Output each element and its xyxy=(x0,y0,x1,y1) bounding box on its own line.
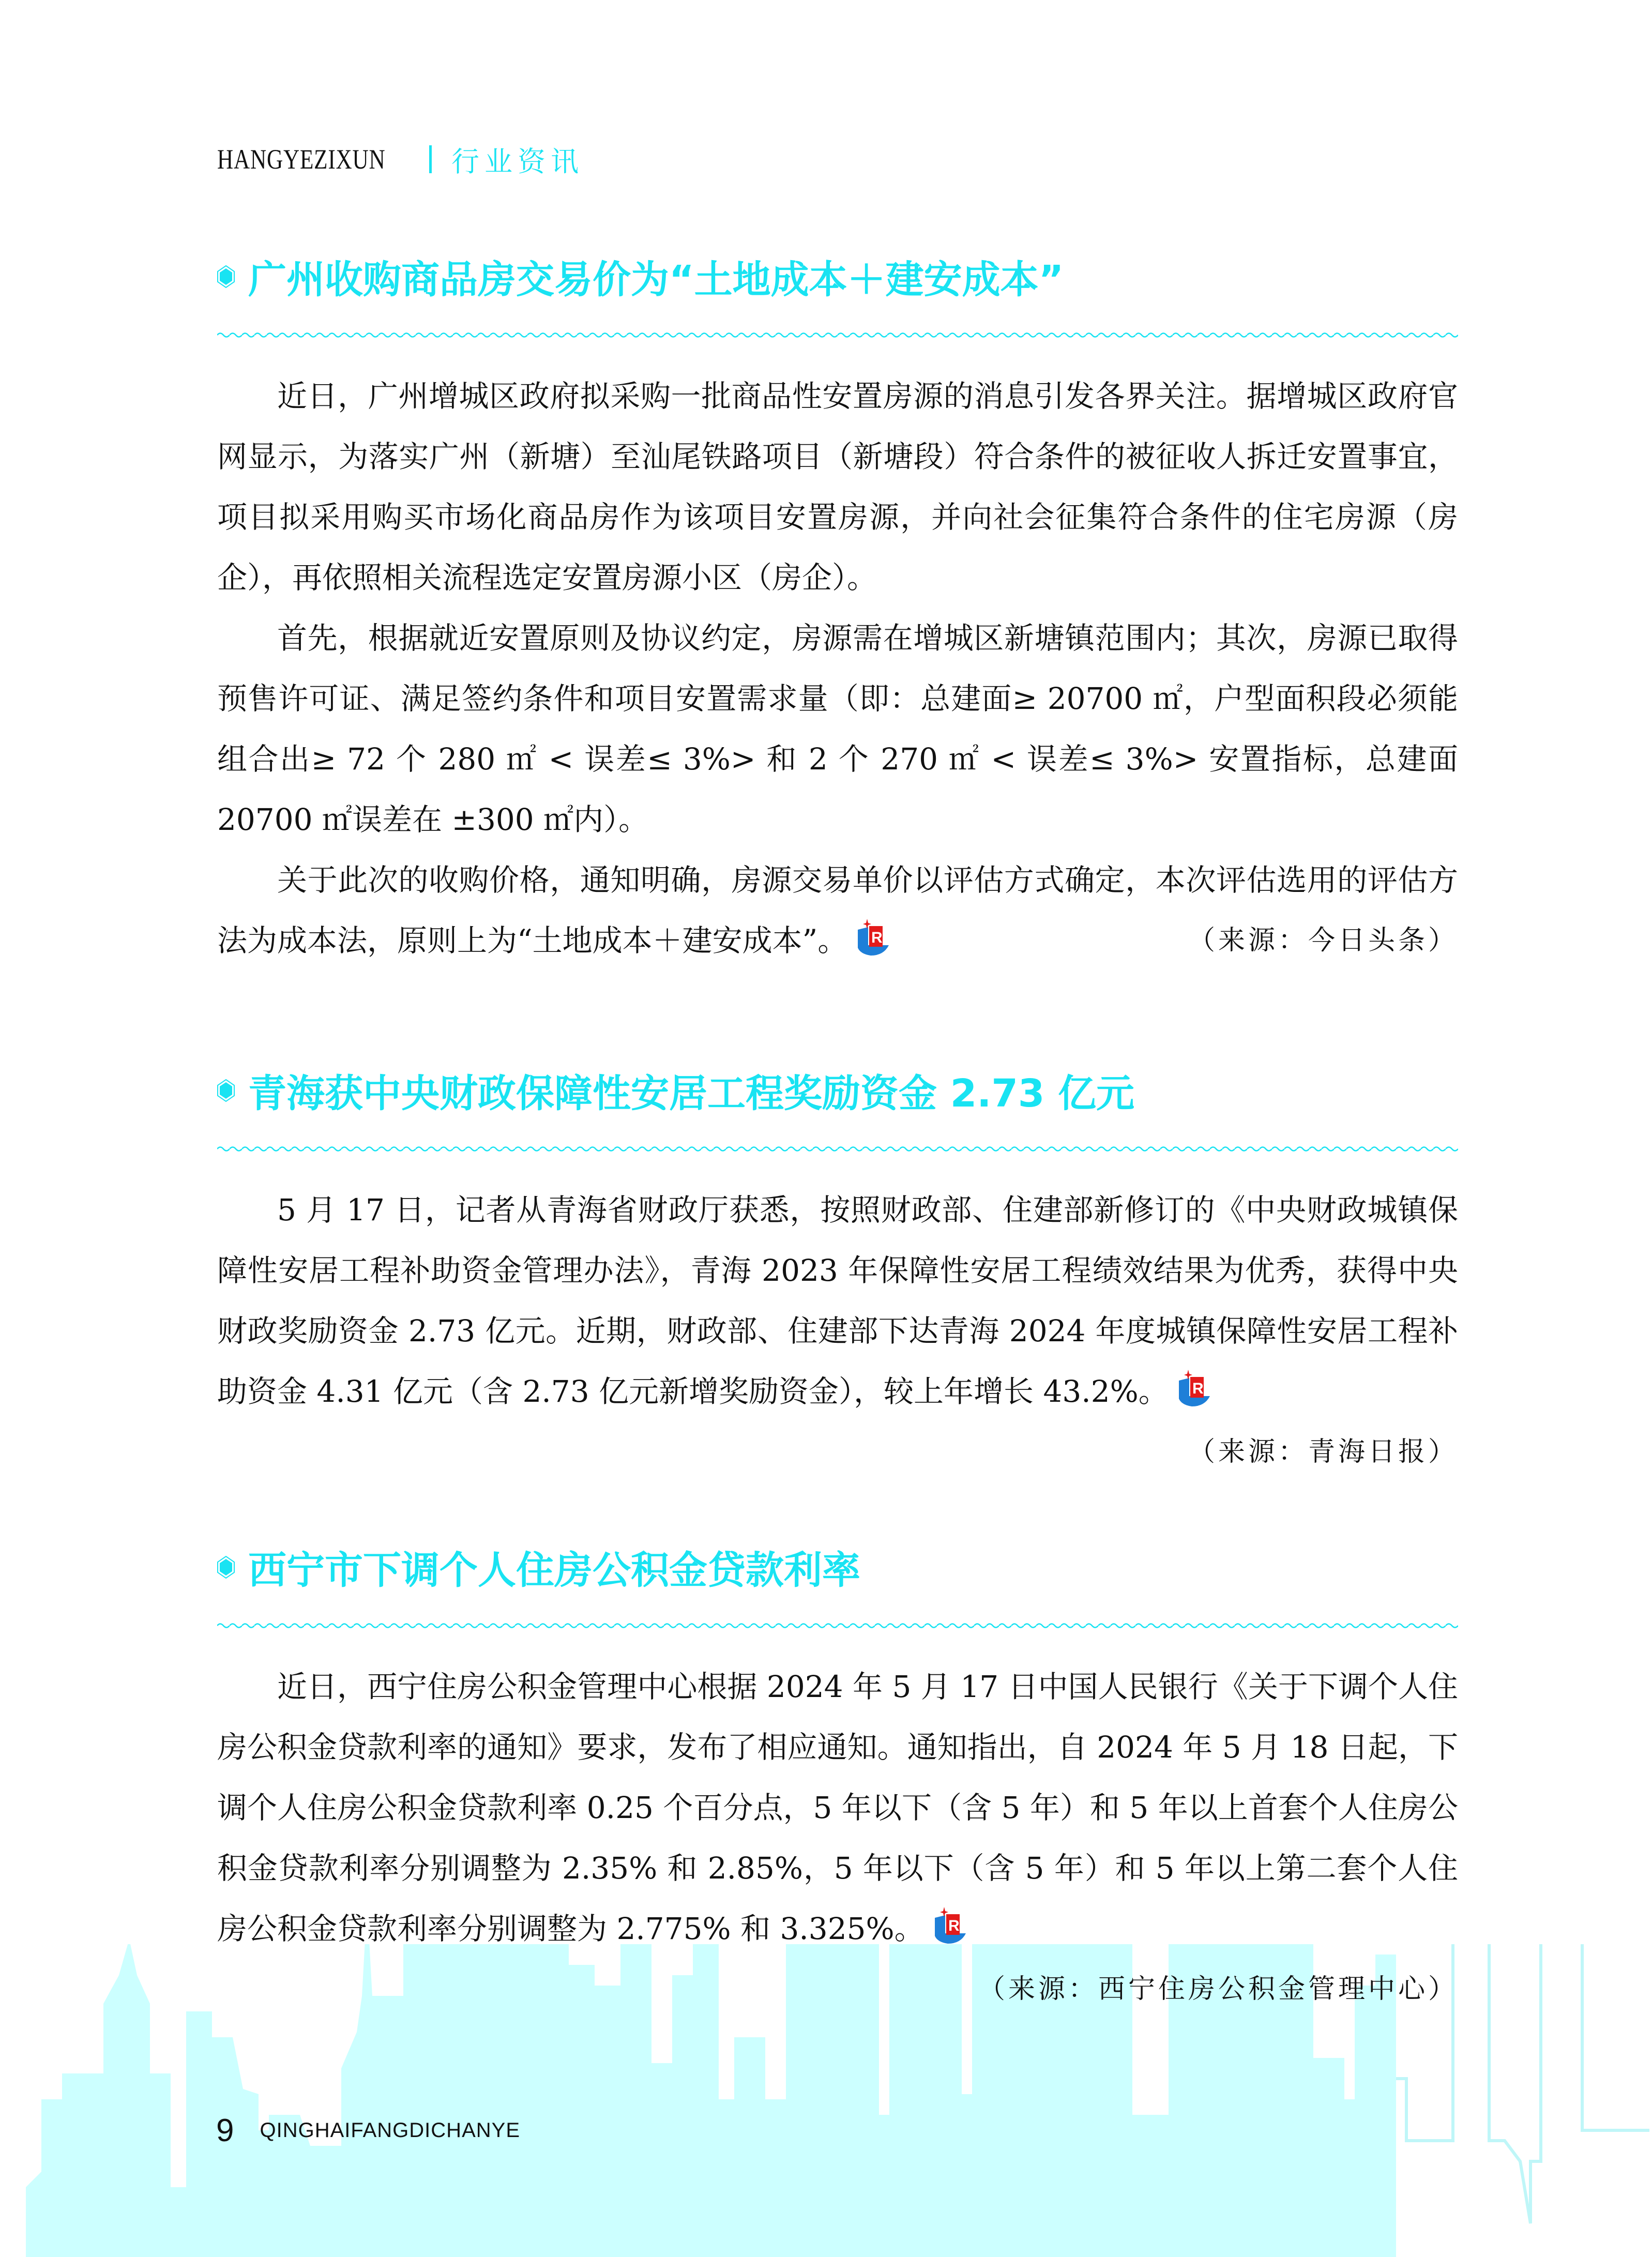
article-heading xyxy=(217,1062,1458,1119)
wavy-divider xyxy=(217,330,1458,340)
article-1 xyxy=(217,248,1458,971)
page-number: 9 xyxy=(216,2113,234,2148)
header-chinese: 行业资讯 xyxy=(451,145,584,178)
hexagon-bullet-icon xyxy=(217,1079,235,1102)
article-heading xyxy=(217,248,1458,305)
svg-text:R: R xyxy=(948,1917,960,1934)
paragraph xyxy=(217,850,1458,971)
paragraph-text: 5 月 17 日，记者从青海省财政厅获悉，按照财政部、住建部新修订的《中央财政城镇保障性安居工程补助资金管理办法》，青海 2023 年保障性安居工程绩效结果为优秀，获得中央财政奖励资金 2.73 亿元。近期，财政部、住建部下达青海 2024 年度城镇保障性安居工程补助资金 4.31 亿元（含 2.73 亿元新增奖励资金），较上年增长 43.2%。 xyxy=(217,1192,1458,1409)
header-english: HANGYEZIXUN xyxy=(217,144,386,175)
paragraph-text: 关于此次的收购价格，通知明确，房源交易单价以评估方式确定，本次评估选用的评估方法为成本法，原则上为“土地成本＋建安成本”。 xyxy=(217,862,1458,958)
article-3 xyxy=(217,1539,1458,2020)
magazine-name: QINGHAIFANGDICHANYE xyxy=(260,2119,520,2142)
article-body xyxy=(217,1180,1458,1482)
paragraph xyxy=(217,1657,1458,1959)
wavy-divider xyxy=(217,1144,1458,1154)
svg-text:R: R xyxy=(871,929,883,946)
running-header xyxy=(217,139,584,180)
article-2 xyxy=(217,1062,1458,1482)
article-body xyxy=(217,1657,1458,2020)
article-title: 西宁市下调个人住房公积金贷款利率 xyxy=(248,1548,860,1593)
svg-text:R: R xyxy=(1192,1380,1204,1397)
paragraph: 近日，广州增城区政府拟采购一批商品性安置房源的消息引发各界关注。据增城区政府官网显示，为落实广州（新塘）至汕尾铁路项目（新塘段）符合条件的被征收人拆迁安置事宜，项目拟采用购买市场化商品房作为该项目安置房源，并向社会征集符合条件的住宅房源（房企），再依照相关流程选定安置房源小区（房企）。 xyxy=(217,378,1458,595)
article-body xyxy=(217,366,1458,971)
article-source: （来源：西宁住房公积金管理中心） xyxy=(978,1974,1458,2005)
publication-logo-icon xyxy=(853,917,894,958)
paragraph-text: 近日，西宁住房公积金管理中心根据 2024 年 5 月 17 日中国人民银行《关于下调个人住房公积金贷款利率的通知》要求，发布了相应通知。通知指出，自 2024 年 5 月 18 日起，下调个人住房公积金贷款利率 0.25 个百分点，5 年以下（含 5 年）和 5 年以上首套个人住房公积金贷款利率分别调整为 2.35% 和 2.85%，5 年以下（含 5 年）和 5 年以上第二套个人住房公积金贷款利率分别调整为 2.775% 和 3.325%。 xyxy=(217,1669,1458,1946)
article-source: （来源：今日头条） xyxy=(1188,925,1458,956)
paragraph: 首先，根据就近安置原则及协议约定，房源需在增城区新塘镇范围内；其次，房源已取得预售许可证、满足签约条件和项目安置需求量（即：总建面≥ 20700 ㎡，户型面积段必须能组合出≥ 72 个 280 ㎡ < 误差≤ 3%> 和 2 个 270 ㎡ < 误差≤ 3%> 安置指标，总建面 20700 ㎡误差在 ±300 ㎡内）。 xyxy=(217,620,1458,837)
hexagon-bullet-icon xyxy=(217,265,235,288)
article-title: 广州收购商品房交易价为“土地成本＋建安成本” xyxy=(248,257,1064,302)
publication-logo-icon xyxy=(1174,1368,1215,1409)
wavy-divider xyxy=(217,1620,1458,1631)
header-divider xyxy=(429,145,432,173)
publication-logo-icon xyxy=(930,1905,971,1946)
hexagon-bullet-icon xyxy=(217,1556,235,1579)
page-footer xyxy=(216,2112,520,2149)
article-title: 青海获中央财政保障性安居工程奖励资金 2.73 亿元 xyxy=(248,1071,1135,1116)
paragraph xyxy=(217,1180,1458,1422)
article-source: （来源：青海日报） xyxy=(1188,1436,1458,1467)
article-heading xyxy=(217,1539,1458,1596)
